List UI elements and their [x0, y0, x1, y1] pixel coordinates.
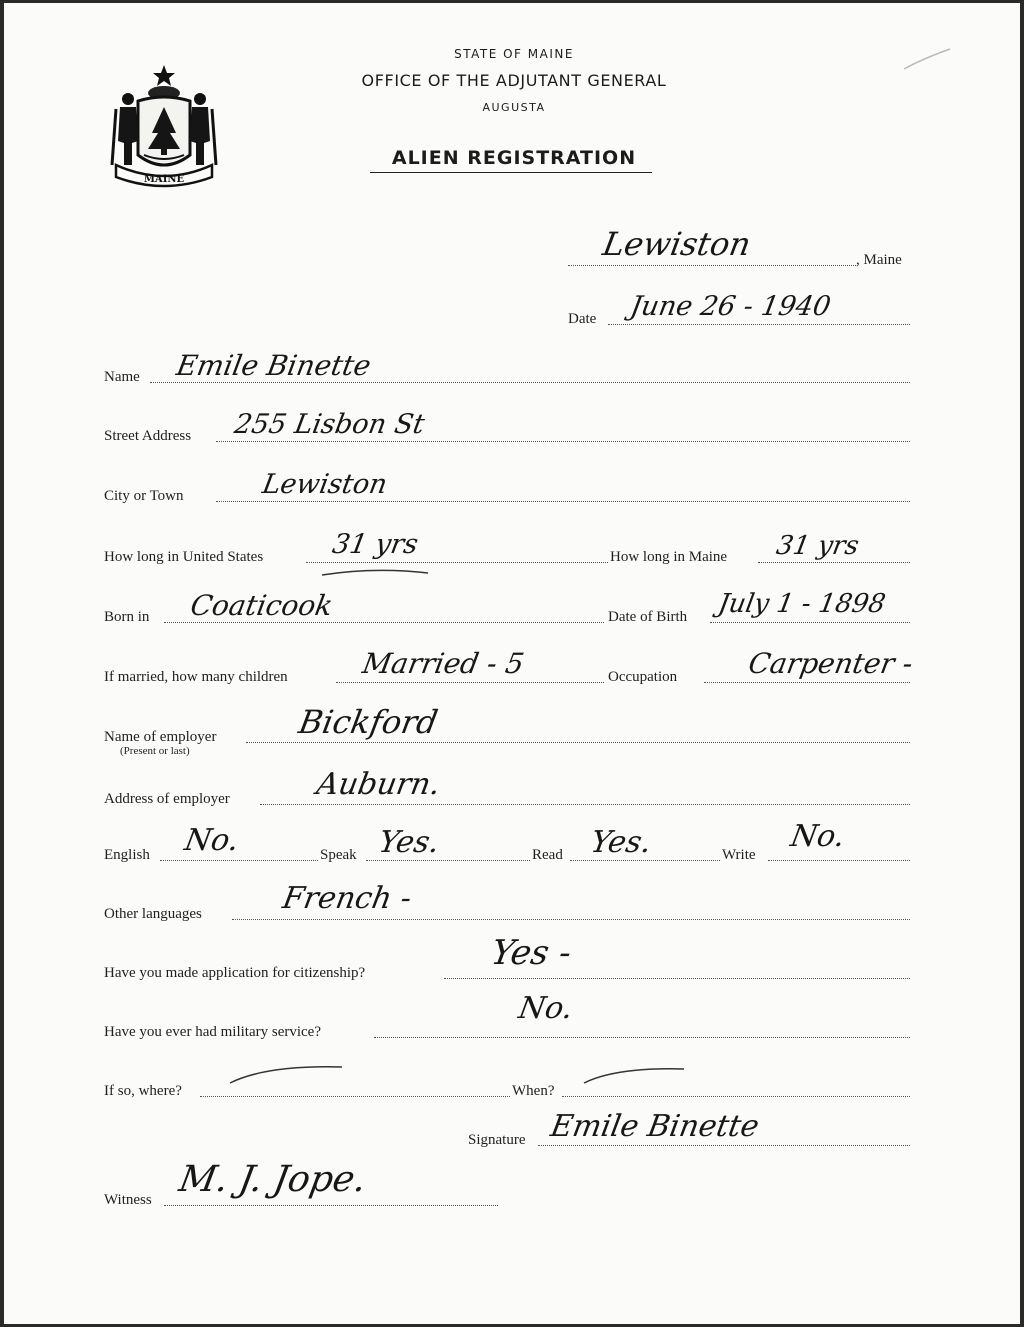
employer-value: Bickford: [296, 703, 441, 741]
children-line: [336, 682, 604, 683]
occupation-line: [704, 682, 910, 683]
date-line: [608, 324, 910, 325]
corner-pencil-mark: [902, 45, 954, 73]
english-value: No.: [182, 823, 242, 858]
where-line: [200, 1096, 510, 1097]
military-label: Have you ever had military service?: [104, 1024, 321, 1040]
occupation-label: Occupation: [608, 669, 678, 685]
town-value: Lewiston: [600, 225, 754, 263]
date-label: Date: [568, 311, 597, 327]
employer-address-label: Address of employer: [104, 791, 230, 807]
signature-value: Emile Binette: [548, 1109, 762, 1144]
city-line: [216, 501, 910, 502]
citizenship-value: Yes -: [488, 933, 575, 973]
born-in-value: Coaticook: [188, 589, 336, 622]
occupation-value: Carpenter -: [746, 647, 916, 680]
write-label: Write: [722, 847, 756, 863]
state-seal-icon: [108, 63, 220, 193]
dob-value: July 1 - 1898: [716, 589, 888, 619]
name-line: [150, 382, 910, 383]
speak-label: Speak: [320, 847, 357, 863]
when-line: [562, 1096, 910, 1097]
employer-line: [246, 742, 910, 743]
english-line: [160, 860, 318, 861]
maine-years-label: How long in Maine: [610, 549, 728, 565]
when-dash-stroke: [580, 1063, 688, 1087]
date-value: June 26 - 1940: [628, 291, 833, 322]
us-years-line: [306, 562, 608, 563]
citizenship-label: Have you made application for citizenship?: [104, 965, 366, 981]
other-languages-value: French -: [280, 881, 415, 916]
us-years-label: How long in United States: [104, 549, 264, 565]
seal-maine-text: MAINE: [143, 174, 185, 185]
title-underline: [370, 172, 652, 173]
header-state: STATE OF MAINE: [454, 47, 574, 61]
employer-address-line: [260, 804, 910, 805]
speak-value: Yes.: [376, 825, 443, 860]
city-label: City or Town: [104, 488, 184, 504]
read-label: Read: [532, 847, 563, 863]
read-line: [570, 860, 720, 861]
where-dash-stroke: [226, 1061, 346, 1087]
us-years-value: 31 yrs: [330, 529, 421, 560]
town-line: [568, 265, 856, 266]
town-suffix: , Maine: [856, 252, 902, 268]
witness-value: M. J. Jope.: [176, 1159, 370, 1200]
where-label: If so, where?: [104, 1083, 182, 1099]
write-line: [768, 860, 910, 861]
speak-line: [366, 860, 530, 861]
maine-years-line: [758, 562, 910, 563]
street-value: 255 Lisbon St: [232, 409, 427, 440]
witness-label: Witness: [104, 1192, 152, 1208]
write-value: No.: [788, 819, 848, 854]
employer-address-value: Auburn.: [314, 767, 443, 802]
signature-label: Signature: [468, 1132, 526, 1148]
us-years-underline-stroke: [320, 565, 430, 581]
dob-label: Date of Birth: [608, 609, 688, 625]
employer-note: (Present or last): [120, 745, 190, 757]
military-line: [374, 1037, 910, 1038]
city-value: Lewiston: [260, 469, 390, 500]
children-value: Married - 5: [360, 647, 527, 680]
english-label: English: [104, 847, 150, 863]
witness-line: [164, 1205, 498, 1206]
children-label: If married, how many children: [104, 669, 288, 685]
header-office: OFFICE OF THE ADJUTANT GENERAL: [361, 71, 667, 90]
header-city: AUGUSTA: [482, 101, 546, 114]
street-label: Street Address: [104, 428, 192, 444]
street-line: [216, 441, 910, 442]
read-value: Yes.: [588, 825, 655, 860]
form-title: ALIEN REGISTRATION: [391, 147, 637, 169]
dob-line: [710, 622, 910, 623]
other-languages-line: [232, 919, 910, 920]
name-value: Emile Binette: [174, 349, 374, 382]
other-languages-label: Other languages: [104, 906, 202, 922]
name-label: Name: [104, 369, 140, 385]
military-value: No.: [516, 991, 576, 1026]
when-label: When?: [512, 1083, 555, 1099]
registration-form: [4, 3, 1020, 1324]
born-in-label: Born in: [104, 609, 150, 625]
born-in-line: [164, 622, 604, 623]
employer-label: Name of employer: [104, 729, 217, 745]
signature-line: [538, 1145, 910, 1146]
maine-years-value: 31 yrs: [774, 531, 862, 561]
citizenship-line: [444, 978, 910, 979]
